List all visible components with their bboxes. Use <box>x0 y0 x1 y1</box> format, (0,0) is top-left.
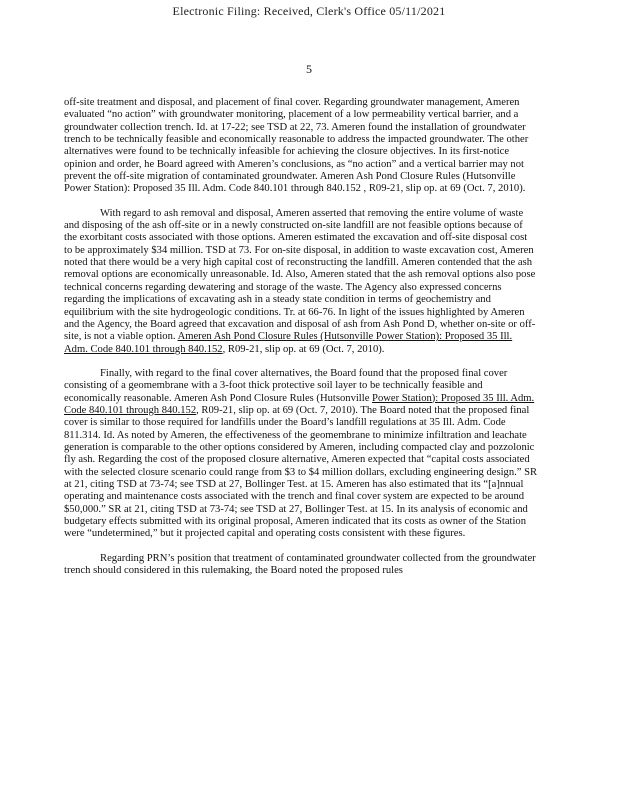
paragraph-text: Regarding PRN’s position that treatment of contaminated groundwater collected from the groundwater trench should considered in this rulemaking, the Board noted the proposed rules <box>64 552 536 577</box>
paragraph-text: , R09-21, slip op. at 69 (Oct. 7, 2010). <box>222 343 385 355</box>
document-body <box>64 97 538 589</box>
paragraph-ash-removal <box>64 208 538 356</box>
paragraph-text: off-site treatment and disposal, and placement of final cover. Regarding groundwater management, Ameren evaluated “no action” with groundwater monitoring, placement of a low permeability vertical barrier, and a groundwater collection trench. Id. at 17-22; see TSD at 22, 73. Ameren found the installation of groundwater trench to be technically feasible and economically reasonable to address the impacted groundwater. The other alternatives were found to be technically infeasible for achieving the closure objectives. In its first-notice opinion and order, he Board agreed with Ameren’s conclusions, as “no action” and a vertical barrier may not prevent the off-site migration of contaminated groundwater. Ameren Ash Pond Closure Rules (Hutsonville Power Station): Proposed 35 Ill. Adm. Code 840.101 through 840.152 , R09-21, slip op. at 69 (Oct. 7, 2010). <box>64 97 529 195</box>
paragraph-text: , R09-21, slip op. at 69 (Oct. 7, 2010). The Board noted that the proposed final cover is similar to those required for landfills under the Board’s landfill regulations at 35 Ill. Adm. Code 811.314. Id. As noted by Ameren, the effectiveness of the geomembrane to minimize infiltration and leachate generation is comparable to the other options considered by Ameren, including compacted clay and pozzolonic fly ash. Regarding the cost of the proposed closure alternative, Ameren expected that “capital costs associated with the selected closure scenario could range from $3 to $4 million dollars, excluding engineering design.” SR at 21, citing TSD at 73-74; see TSD at 27, Bollinger Test. at 15. Ameren has also estimated that its “[a]nnual operating and maintenance costs associated with the trench and final cover system are expected to be around $50,000.” SR at 21, citing TSD at 73-74; see TSD at 27, Bollinger Test. at 15. In its analysis of economic and budgetary effects submitted with its original proposal, Ameren indicated that its costs as owner of the Station were “undetermined,” but it projected capital and operating costs consistent with these figures. <box>64 404 538 540</box>
paragraph-final-cover <box>64 368 538 541</box>
filing-stamp-header: Electronic Filing: Received, Clerk's Office 05/11/2021 <box>172 4 446 18</box>
case-citation: Ameren Ash Pond Closure Rules (Hutsonville Power Station): Proposed 35 Ill. Adm. Code 840.101 through 840.152 <box>64 331 513 355</box>
case-citation: Power Station): Proposed 35 Ill. Adm. Code 840.101 through 840.152 <box>64 392 535 416</box>
paragraph-groundwater-management <box>64 97 538 196</box>
page-number: 5 <box>306 62 312 76</box>
paragraph-text: Finally, with regard to the final cover alternatives, the Board found that the proposed final cover consisting of a geomembrane with a 3-foot thick protective soil layer to be technically feasible and economically reasonable. Ameren Ash Pond Closure Rules (Hutsonville <box>64 367 508 404</box>
paragraph-prn-position <box>64 553 538 578</box>
paragraph-text: With regard to ash removal and disposal, Ameren asserted that removing the entire volume of waste and disposing of the ash off-site or in a newly constructed on-site landfill are not feasible options because of the exorbitant costs associated with those options. Ameren estimated the excavation and off-site disposal cost to be approximately $34 million. TSD at 73. For on-site disposal, in addition to waste excavation cost, Ameren noted that there would be a very high capital cost of reconstructing the landfill. Ameren contended that the ash removal options are economically unreasonable. Id. Also, Ameren stated that the ash removal options also pose technical concerns regarding dewatering and storage of the waste. The Agency also expressed concerns regarding the implications of excavating ash in a steady state condition in terms of geochemistry and equilibrium with the site hydrogeologic conditions. Tr. at 66-76. In light of the issues highlighted by Ameren and the Agency, the Board agreed that excavation and disposal of ash from Ash Pond D, whether on-site or off-site, is not a viable option. <box>64 207 536 343</box>
